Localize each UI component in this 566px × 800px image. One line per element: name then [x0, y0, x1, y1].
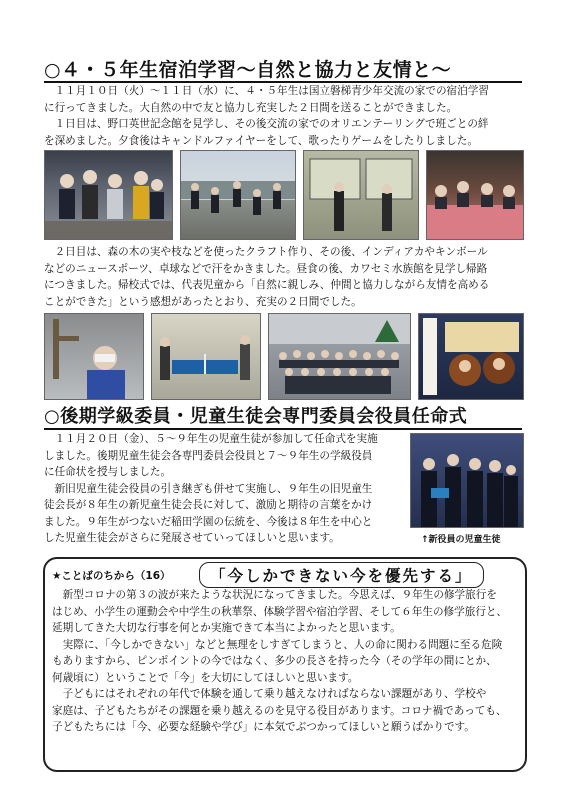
text-line: もありますから、ピンポイントの今ではなく、多少の長さを持った今（その学年の間にとか、 [52, 655, 497, 667]
photo-jumping-outdoor [180, 150, 296, 240]
photo-mascot-board [418, 313, 524, 400]
text-line: 子どもたちには「今、必要な経験や学び」に本気でぶつかってほしいと願うばかりです。 [52, 721, 475, 733]
text-line: はじめ、小学生の運動会や中学生の秋華祭、体験学習や宿泊学習、そして６年生の修学旅行と、 [52, 605, 508, 618]
text-line: 徒会長が８年生の新児童生徒会長に対して、激励と期待の言葉をかけ [44, 499, 373, 511]
photo-caption: ↑新役員の児童生徒 [421, 535, 501, 545]
text-line: ２日目は、森の木の実や枝などを使ったクラフト作り、その後、インディアカやキンボール [44, 246, 488, 258]
text-line: １１月２０日（金）、５～９年生の児童生徒が参加して任命式を実施 [44, 433, 378, 445]
text-line: につきました。帰校式では、代表児童から「自然に親しみ、仲間と協力しながら友情を高める [44, 279, 490, 291]
text-line: 家庭は、子どもたちがその課題を乗り越えるのを見守る役目があります。コロナ禍であっても、 [52, 704, 507, 717]
section2-text [44, 431, 378, 547]
text-line: 実際に、「今しかできない」などと無理をしすぎてしまうと、人の命に関わる問題に至る危険 [52, 638, 503, 651]
section1-intro [44, 83, 489, 149]
photo-craft-child [44, 313, 144, 400]
text-line: に行ってきました。大自然の中で友と協力し充実した２日間を送ることができました。 [44, 101, 458, 114]
photo-group-indoor [44, 150, 173, 240]
section1-title: ○４・５年生宿泊学習～自然と協力と友情と～ [44, 59, 522, 83]
text-line: した児童生徒会がさらに発展させていってほしいと思います。 [44, 532, 340, 544]
photo-new-officers [410, 433, 524, 528]
text-line: ました。９年生がつないだ稲田学園の伝統を、今後は８年生を中心と [44, 515, 373, 528]
box-header: ★ことばのちから（16） [52, 570, 171, 582]
text-line: しました。後期児童生徒会各専門委員会役員と７～９年生の学級役員 [44, 449, 373, 462]
photo-group-aquarium [268, 313, 411, 400]
section1-day2 [44, 244, 489, 310]
text-line: １日目は、野口英世記念館を見学し、その後交流の家でのオリエンテーリングで班ごとの絆 [44, 118, 489, 130]
text-line: に任命状を授与しました。 [44, 466, 172, 478]
photo-table-tennis [151, 313, 261, 400]
photo-museum-visit [303, 150, 419, 240]
text-line: 新旧児童生徒会役員の引き継ぎも併せて実施し、９年生の旧児童生 [44, 482, 373, 495]
text-line: １１月１０日（火）～１１日（水）に、４・５年生は国立磐梯青少年交流の家での宿泊学習 [44, 85, 489, 97]
photo-dinner-table [426, 150, 524, 240]
box-title: 「今しかできない今を優先する」 [199, 562, 484, 588]
text-line: 新型コロナの第３の波が来たような状況になってきました。今思えば、９年生の修学旅行を [52, 589, 497, 601]
text-line: 何歳頃に）ということで「今」を大切にしてほしいと思います。 [52, 671, 359, 684]
text-line: を深めました。夕食後はキャンドルファイヤーをして、歌ったりゲームをしたりしました。 [44, 134, 478, 147]
text-line: 延期してきた大切な行事を何とか実施できて本当によかったと思います。 [52, 622, 401, 634]
text-line: 子どもにはそれぞれの年代で体験を通して乗り越えなければならない課題があり、学校や [52, 688, 487, 700]
text-line: などのニュースポーツ、卓球などで汗をかきました。昼食の後、カワセミ水族館を見学し帰路 [44, 262, 488, 275]
text-line: ことができた」という感想があったとおり、充実の２日間でした。 [44, 295, 362, 308]
box-body [52, 587, 507, 736]
section2-title: ○後期学級委員・児童生徒会専門委員会役員任命式 [44, 406, 522, 430]
